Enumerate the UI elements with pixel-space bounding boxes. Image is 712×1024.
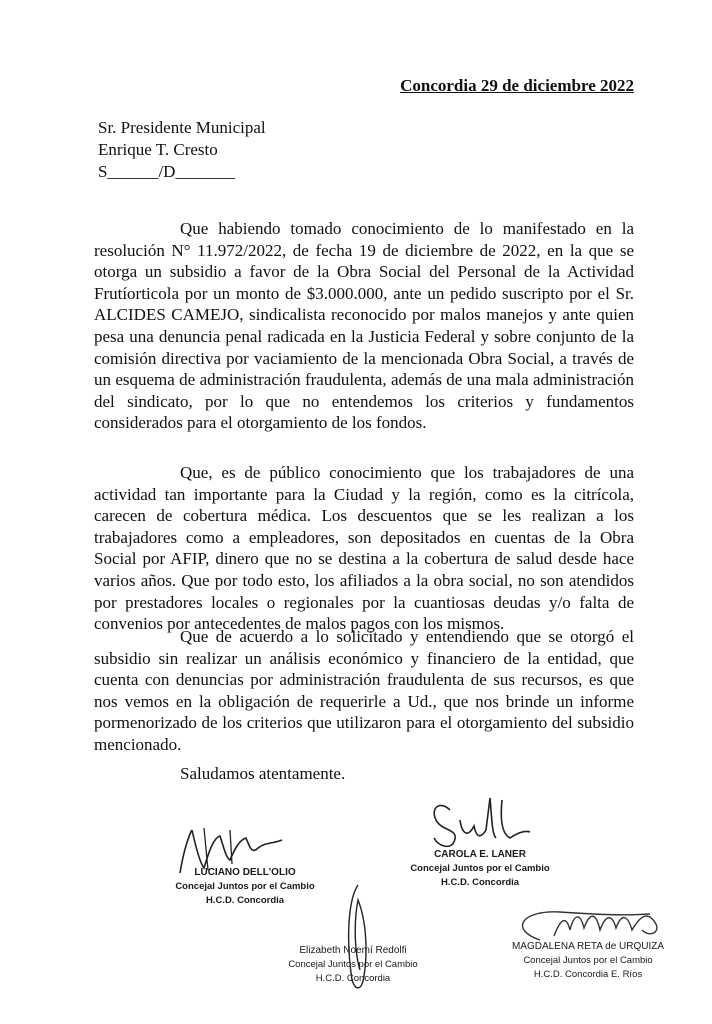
recipient-name: Enrique T. Cresto xyxy=(98,140,218,159)
signer-role-4: Concejal Juntos por el Cambio xyxy=(523,955,653,966)
recipient-sd: S______/D_______ xyxy=(98,162,235,181)
signer-body-3: H.C.D. Concordia xyxy=(315,973,391,984)
letter-date: Concordia 29 de diciembre 2022 xyxy=(400,76,634,95)
signature-block-2 xyxy=(410,848,550,890)
signer-role-1: Concejal Juntos por el Cambio xyxy=(175,881,315,892)
signer-name-1: LUCIANO DELL'OLIO xyxy=(194,867,296,878)
signature-block-4 xyxy=(508,940,668,982)
signature-scribble-2 xyxy=(420,790,540,850)
body-paragraph-3: Que de acuerdo a lo solicitado y entendiendo que se otorgó el subsidio sin realizar un análisis económico y financiero de la entidad, que cuenta con denuncias por administración fraudulenta de sus recursos, es que nos vemos en la obligación de requerirle a Ud., que nos brinde un informe pormenorizado de los criterios que utilizaron para el otorgamiento del subsidio mencionado. xyxy=(94,627,634,754)
signer-name-4: MAGDALENA RETA de URQUIZA xyxy=(511,941,665,952)
signer-body-1: H.C.D. Concordia xyxy=(205,895,285,906)
signer-name-2: CAROLA E. LANER xyxy=(434,849,526,860)
body-paragraph-1: Que habiendo tomado conocimiento de lo manifestado en la resolución N° 11.972/2022, de fecha 19 de diciembre de 2022, en la que se otorga un subsidio a favor de la Obra Social del Personal de la Actividad Frutíorticola por un monto de $3.000.000, ante un pedido suscripto por el Sr. ALCIDES CAMEJO, sindicalista reconocido por malos manejos y ante quien pesa una denuncia penal radicada en la Justicia Federal y sobre conjunto de la comisión directiva por vaciamiento de la mencionada Obra Social, a través de un esquema de administración fraudulenta, además de una mala administración del sindicato, por lo que no entendemos los criterios y fundamentos considerados para el otorgamiento de los fondos. xyxy=(94,219,634,433)
recipient-title: Sr. Presidente Municipal xyxy=(98,118,266,137)
signature-block-3 xyxy=(288,944,418,986)
signer-body-4: H.C.D. Concordia E. Ríos xyxy=(533,969,643,980)
signer-role-3: Concejal Juntos por el Cambio xyxy=(288,959,418,970)
signer-role-2: Concejal Juntos por el Cambio xyxy=(410,863,550,874)
body-paragraph-2: Que, es de público conocimiento que los trabajadores de una actividad tan importante para la Ciudad y la región, como es la citrícola, carecen de cobertura médica. Los descuentos que se les realizan a los trabajadores como a empleadores, son depositados en cuentas de la Obra Social por AFIP, dinero que no se destina a la cobertura de salud desde hace varios años. Que por todo esto, los afiliados a la obra social, no son atendidos por prestadores locales o regionales por la cuantiosas deudas y/o falta de convenios por antecedentes de malos pagos con los mismos. xyxy=(94,463,634,634)
signer-name-3: Elizabeth Noemí Redolfi xyxy=(299,945,407,956)
signature-block-1 xyxy=(170,866,320,908)
signer-body-2: H.C.D. Concordia xyxy=(440,877,520,888)
closing-line: Saludamos atentamente. xyxy=(180,764,346,783)
